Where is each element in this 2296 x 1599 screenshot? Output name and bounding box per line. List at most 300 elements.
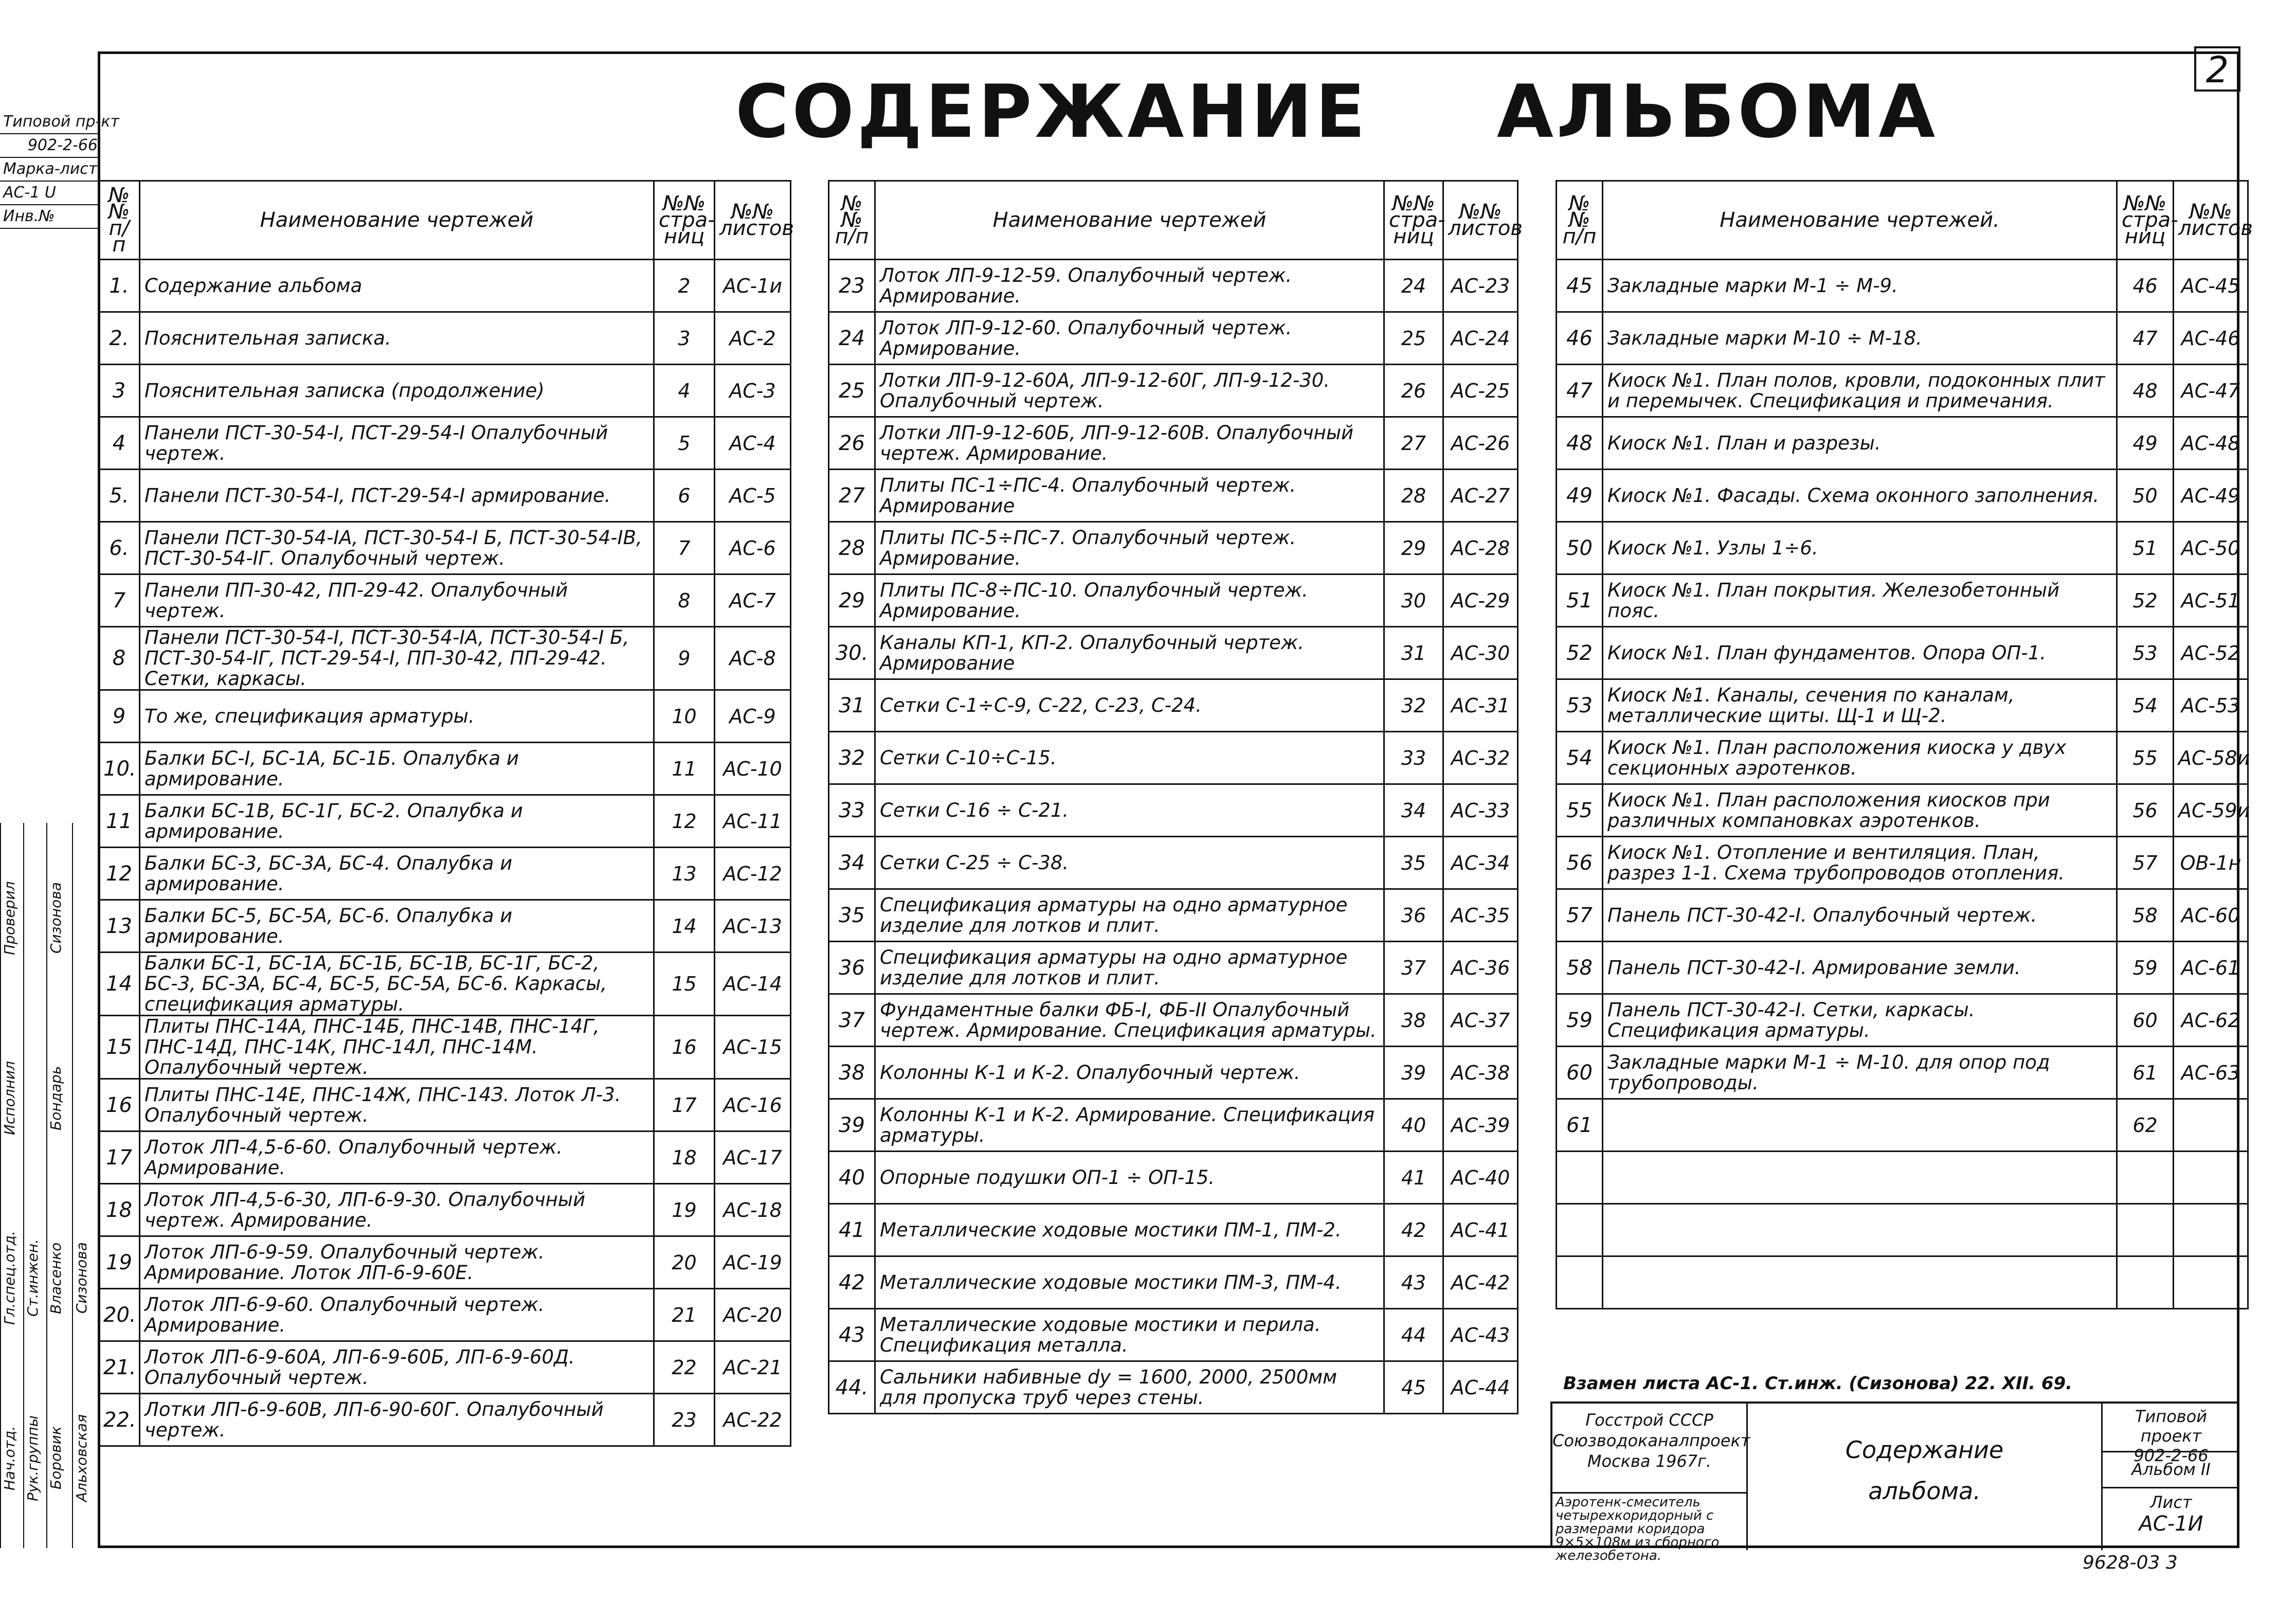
header-sheets: №№ листов [1443, 181, 1518, 260]
page-number: 27 [1384, 417, 1443, 470]
row-number [1557, 1152, 1603, 1204]
row-number: 55 [1557, 784, 1603, 837]
drawing-title: Плиты ПНС-14Е, ПНС-14Ж, ПНС-14З. Лоток Л-3. Опалубочный чертеж. [140, 1079, 654, 1131]
table-row [829, 417, 1518, 470]
drawing-title: Панель ПСТ-30-42-I. Опалубочный чертеж. [1603, 889, 2117, 942]
drawing-title [1603, 1099, 2117, 1152]
table-row [1557, 627, 2248, 679]
title-block-description: Аэротенк-смеситель четырехкоридорный с размерами коридора 9×5×108м из сборного железобетона. [1552, 1494, 1748, 1550]
row-number: 57 [1557, 889, 1603, 942]
project-label: Типовой проект [2135, 1407, 2208, 1446]
row-number: 30. [829, 627, 875, 679]
drawing-title: Закладные марки М-1 ÷ М-10. для опор под трубопроводы. [1603, 1047, 2117, 1099]
page-number: 37 [1384, 942, 1443, 994]
sheet-code: АС-23 [1443, 260, 1518, 312]
page-number: 43 [1384, 1256, 1443, 1309]
page-number: 60 [2117, 994, 2174, 1047]
sheet-code: АС-10 [715, 743, 791, 795]
table-row [99, 1016, 791, 1079]
row-number: 41 [829, 1204, 875, 1256]
name-label: Бондарь [47, 1066, 64, 1130]
page-number: 24 [1384, 260, 1443, 312]
sheet-code: АС-3 [715, 365, 791, 417]
page-number: 26 [1384, 365, 1443, 417]
header-num: №№ п/п [829, 181, 875, 260]
page-number: 8 [654, 574, 715, 627]
sheet-cell [2103, 1488, 2239, 1548]
sheet-code: АС-14 [715, 953, 791, 1016]
row-number: 3 [99, 365, 140, 417]
table-body [829, 260, 1518, 1414]
drawing-title: Балки БС-I, БС-1А, БС-1Б. Опалубка и армирование. [140, 743, 654, 795]
page-number: 59 [2117, 942, 2174, 994]
org-line: Госстрой СССР [1585, 1410, 1713, 1430]
sheet-code: АС-44 [1443, 1361, 1518, 1414]
row-number: 43 [829, 1309, 875, 1361]
page-number: 7 [654, 522, 715, 574]
sheet-number: 2 [2194, 46, 2240, 92]
sheet-code: АС-20 [715, 1289, 791, 1341]
drawing-title: Спецификация арматуры на одно арматурное изделие для лотков и плит. [875, 942, 1384, 994]
sheet-code [2174, 1204, 2248, 1256]
sheet-code: АС-39 [1443, 1099, 1518, 1152]
header-name: Наименование чертежей. [1603, 181, 2117, 260]
page-number: 9 [654, 627, 715, 690]
table-row [829, 1152, 1518, 1204]
sheet-code: АС-22 [715, 1394, 791, 1446]
table-row [829, 679, 1518, 732]
row-number: 58 [1557, 942, 1603, 994]
sheet-code: АС-1и [715, 260, 791, 312]
page-number: 12 [654, 795, 715, 848]
page-number: 11 [654, 743, 715, 795]
album-title-word-1: СОДЕРЖАНИЕ [735, 69, 1368, 154]
page-number: 31 [1384, 627, 1443, 679]
sheet-code: АС-50 [2174, 522, 2248, 574]
drawing-title: Сетки С-25 ÷ С-38. [875, 837, 1384, 889]
sheet-code: АС-42 [1443, 1256, 1518, 1309]
page-number: 61 [2117, 1047, 2174, 1099]
side-stamp-mark-value: АС-1 U [0, 182, 98, 205]
table-row [1557, 1152, 2248, 1204]
drawing-title: Киоск №1. План расположения киоска у двух секционных аэротенков. [1603, 732, 2117, 784]
table-row [1557, 260, 2248, 312]
side-stamp-mark-label: Марка-лист [0, 158, 98, 182]
role-label: Проверил [1, 881, 18, 955]
drawing-title: Киоск №1. План покрытия. Железобетонный пояс. [1603, 574, 2117, 627]
page-number: 15 [654, 953, 715, 1016]
name-label: Власенко [47, 1242, 64, 1314]
page-number [2117, 1152, 2174, 1204]
table-row [99, 690, 791, 743]
drawing-title: Панели ПСТ-30-54-I, ПСТ-30-54-IА, ПСТ-30-54-I Б, ПСТ-30-54-IГ, ПСТ-29-54-I, ПП-30-42, ПП-29-42. Сетки, каркасы. [140, 627, 654, 690]
sheet-code: АС-25 [1443, 365, 1518, 417]
page-number: 57 [2117, 837, 2174, 889]
drawing-title: Лотки ЛП-9-12-60Б, ЛП-9-12-60В. Опалубочный чертеж. Армирование. [875, 417, 1384, 470]
page-number: 18 [654, 1131, 715, 1184]
table-row [99, 522, 791, 574]
sheet-code: АС-47 [2174, 365, 2248, 417]
page-number: 47 [2117, 312, 2174, 365]
sheet-code: АС-48 [2174, 417, 2248, 470]
table-row [1557, 417, 2248, 470]
page-number: 48 [2117, 365, 2174, 417]
sheet-value: АС-1И [2139, 1512, 2203, 1536]
table-row [1557, 1047, 2248, 1099]
row-number: 46 [1557, 312, 1603, 365]
album-cell: Альбом II [2103, 1452, 2239, 1488]
drawing-title: Лотки ЛП-6-9-60В, ЛП-6-90-60Г. Опалубочный чертеж. [140, 1394, 654, 1446]
page-number: 53 [2117, 627, 2174, 679]
drawing-title: Киоск №1. План полов, кровли, подоконных плит и перемычек. Спецификация и примечания. [1603, 365, 2117, 417]
drawing-title: Плиты ПС-1÷ПС-4. Опалубочный чертеж. Армирование [875, 470, 1384, 522]
sheet-code: АС-40 [1443, 1152, 1518, 1204]
page-number: 39 [1384, 1047, 1443, 1099]
drawing-title: Металлические ходовые мостики ПМ-3, ПМ-4. [875, 1256, 1384, 1309]
table-row [829, 1309, 1518, 1361]
row-number: 31 [829, 679, 875, 732]
drawing-title: Закладные марки М-1 ÷ М-9. [1603, 260, 2117, 312]
table-row [829, 994, 1518, 1047]
sheet-code: АС-26 [1443, 417, 1518, 470]
sheet-code: АС-63 [2174, 1047, 2248, 1099]
header-num: №№ п/п [99, 181, 140, 260]
signature-names-column [46, 823, 72, 1548]
drawing-title: Фундаментные балки ФБ-I, ФБ-II Опалубочный чертеж. Армирование. Спецификация арматуры. [875, 994, 1384, 1047]
table-header-row [99, 181, 791, 260]
page-number: 28 [1384, 470, 1443, 522]
sheet-code: АС-59и [2174, 784, 2248, 837]
page-number: 35 [1384, 837, 1443, 889]
table-row [1557, 784, 2248, 837]
project-info-cell [2103, 1404, 2239, 1465]
drawing-title: Киоск №1. Каналы, сечения по каналам, металлические щиты. Щ-1 и Щ-2. [1603, 679, 2117, 732]
drawing-title: Лоток ЛП-9-12-59. Опалубочный чертеж. Армирование. [875, 260, 1384, 312]
row-number: 38 [829, 1047, 875, 1099]
row-number: 32 [829, 732, 875, 784]
sheet-code: АС-34 [1443, 837, 1518, 889]
row-number: 1. [99, 260, 140, 312]
row-number: 4 [99, 417, 140, 470]
table-row [1557, 522, 2248, 574]
page-number: 33 [1384, 732, 1443, 784]
page-number [2117, 1256, 2174, 1309]
drawing-title: Закладные марки М-10 ÷ М-18. [1603, 312, 2117, 365]
page-number: 21 [654, 1289, 715, 1341]
table-row [99, 1131, 791, 1184]
drawing-title: Плиты ПС-8÷ПС-10. Опалубочный чертеж. Армирование. [875, 574, 1384, 627]
drawing-title: Колонны К-1 и К-2. Опалубочный чертеж. [875, 1047, 1384, 1099]
drawing-title: Лоток ЛП-4,5-6-30, ЛП-6-9-30. Опалубочный чертеж. Армирование. [140, 1184, 654, 1236]
signature-names-column-2 [72, 823, 98, 1548]
signature-strip [0, 823, 98, 1548]
table-row [829, 1204, 1518, 1256]
row-number: 60 [1557, 1047, 1603, 1099]
drawing-title: Лотки ЛП-9-12-60А, ЛП-9-12-60Г, ЛП-9-12-30. Опалубочный чертеж. [875, 365, 1384, 417]
row-number: 35 [829, 889, 875, 942]
row-number: 17 [99, 1131, 140, 1184]
signature-roles-column-2 [23, 823, 46, 1548]
drawing-title: Панели ПСТ-30-54-I, ПСТ-29-54-I Опалубочный чертеж. [140, 417, 654, 470]
row-number: 26 [829, 417, 875, 470]
page-number: 17 [654, 1079, 715, 1131]
org-line: Москва 1967г. [1587, 1451, 1712, 1471]
page-number: 56 [2117, 784, 2174, 837]
sheet-code: АС-33 [1443, 784, 1518, 837]
drawing-title: Лоток ЛП-6-9-59. Опалубочный чертеж. Армирование. Лоток ЛП-6-9-60Е. [140, 1236, 654, 1289]
header-sheets: №№ листов [2174, 181, 2248, 260]
sheet-code: АС-36 [1443, 942, 1518, 994]
table-body [1557, 260, 2248, 1309]
row-number: 34 [829, 837, 875, 889]
page-number: 34 [1384, 784, 1443, 837]
table-row [99, 417, 791, 470]
sheet-code: ОВ-1н [2174, 837, 2248, 889]
sheet-code: АС-12 [715, 848, 791, 900]
sheet-code: АС-21 [715, 1341, 791, 1394]
page-number: 55 [2117, 732, 2174, 784]
row-number: 7 [99, 574, 140, 627]
sheet-code: АС-41 [1443, 1204, 1518, 1256]
table-row [829, 1099, 1518, 1152]
sheet-code: АС-27 [1443, 470, 1518, 522]
row-number: 48 [1557, 417, 1603, 470]
sheet-code: АС-16 [715, 1079, 791, 1131]
table-row [829, 365, 1518, 417]
row-number: 39 [829, 1099, 875, 1152]
row-number: 42 [829, 1256, 875, 1309]
page-number: 41 [1384, 1152, 1443, 1204]
page-number: 14 [654, 900, 715, 953]
row-number: 51 [1557, 574, 1603, 627]
row-number: 15 [99, 1016, 140, 1079]
page-number: 45 [1384, 1361, 1443, 1414]
page-number: 5 [654, 417, 715, 470]
header-sheets: №№ листов [715, 181, 791, 260]
drawing-title: Сальники набивные dу = 1600, 2000, 2500мм для пропуска труб через стены. [875, 1361, 1384, 1414]
sheet-code: АС-62 [2174, 994, 2248, 1047]
row-number: 27 [829, 470, 875, 522]
role-label: Исполнил [1, 1061, 18, 1136]
page-number: 29 [1384, 522, 1443, 574]
sheet-code: АС-17 [715, 1131, 791, 1184]
drawing-title: Балки БС-1В, БС-1Г, БС-2. Опалубка и армирование. [140, 795, 654, 848]
row-number: 61 [1557, 1099, 1603, 1152]
role-label: Нач.отд. [1, 1426, 18, 1490]
table-row [99, 1394, 791, 1446]
row-number: 45 [1557, 260, 1603, 312]
drawing-title: Киоск №1. План расположения киосков при различных компановках аэротенков. [1603, 784, 2117, 837]
sheet-code: АС-18 [715, 1184, 791, 1236]
row-number: 11 [99, 795, 140, 848]
table-header-row [1557, 181, 2248, 260]
table-row [99, 574, 791, 627]
page-number [2117, 1204, 2174, 1256]
row-number: 59 [1557, 994, 1603, 1047]
sheet-code: АС-29 [1443, 574, 1518, 627]
drawing-title: Сетки С-10÷С-15. [875, 732, 1384, 784]
table-row [829, 1361, 1518, 1414]
table-row [829, 470, 1518, 522]
sheet-code: АС-43 [1443, 1309, 1518, 1361]
sheet-code: АС-4 [715, 417, 791, 470]
row-number: 44. [829, 1361, 875, 1414]
drawing-title [1603, 1152, 2117, 1204]
side-stamp-project-label: Типовой пр-кт [0, 111, 98, 134]
drawing-title: Панели ПСТ-30-54-I, ПСТ-29-54-I армирование. [140, 470, 654, 522]
drawing-title: Опорные подушки ОП-1 ÷ ОП-15. [875, 1152, 1384, 1204]
page-number: 10 [654, 690, 715, 743]
table-row [1557, 470, 2248, 522]
contents-table-2 [828, 180, 1523, 1414]
sheet-code [2174, 1256, 2248, 1309]
sheet-code: АС-49 [2174, 470, 2248, 522]
page-number: 40 [1384, 1099, 1443, 1152]
sheet-code: АС-28 [1443, 522, 1518, 574]
header-pages: №№ стра-ниц [654, 181, 715, 260]
table-row [99, 900, 791, 953]
sheet-code: АС-46 [2174, 312, 2248, 365]
table-row [829, 837, 1518, 889]
table-row [1557, 732, 2248, 784]
row-number: 22. [99, 1394, 140, 1446]
page-number: 49 [2117, 417, 2174, 470]
table-row [99, 795, 791, 848]
sheet-code: АС-11 [715, 795, 791, 848]
table-row [99, 1289, 791, 1341]
drawing-title: Плиты ПС-5÷ПС-7. Опалубочный чертеж. Армирование. [875, 522, 1384, 574]
drawing-title: Киоск №1. План фундаментов. Опора ОП-1. [1603, 627, 2117, 679]
sheet-code: АС-38 [1443, 1047, 1518, 1099]
drawing-title: То же, спецификация арматуры. [140, 690, 654, 743]
sheet-label: Лист [2150, 1493, 2192, 1512]
title-block-organization [1552, 1404, 1748, 1494]
side-stamp-project-code: 902-2-66 [0, 134, 98, 158]
sheet-code: АС-30 [1443, 627, 1518, 679]
table-row [829, 1047, 1518, 1099]
side-stamp-inv-label: Инв.№ [0, 205, 98, 229]
row-number [1557, 1204, 1603, 1256]
table-row [829, 889, 1518, 942]
replacement-note: Взамен листа АС-1. Ст.инж. (Сизонова) 22. XII. 69. [1563, 1373, 2073, 1394]
table-row [1557, 1256, 2248, 1309]
table-row [99, 1079, 791, 1131]
row-number: 21. [99, 1341, 140, 1394]
role-label: Рук.группы [24, 1415, 41, 1501]
sheet-code: АС-8 [715, 627, 791, 690]
sheet-code: АС-32 [1443, 732, 1518, 784]
table-row [829, 260, 1518, 312]
drawing-name-line: Содержание [1845, 1436, 2004, 1464]
table-row [829, 312, 1518, 365]
drawing-title: Балки БС-1, БС-1А, БС-1Б, БС-1В, БС-1Г, БС-2, БС-3, БС-3А, БС-4, БС-5, БС-5А, БС-6. Каркасы, спецификация арматуры. [140, 953, 654, 1016]
page-number: 42 [1384, 1204, 1443, 1256]
row-number: 9 [99, 690, 140, 743]
page-number: 3 [654, 312, 715, 365]
row-number: 53 [1557, 679, 1603, 732]
sheet-code: АС-53 [2174, 679, 2248, 732]
footer-code: 9628-03 3 [2083, 1552, 2178, 1573]
table-row [99, 848, 791, 900]
row-number: 25 [829, 365, 875, 417]
drawing-title: Содержание альбома [140, 260, 654, 312]
drawing-title: Сетки С-1÷С-9, С-22, С-23, С-24. [875, 679, 1384, 732]
drawing-title: Киоск №1. Фасады. Схема оконного заполнения. [1603, 470, 2117, 522]
table-row [1557, 679, 2248, 732]
role-label: Ст.инжен. [24, 1239, 41, 1317]
row-number: 5. [99, 470, 140, 522]
table-row [99, 1184, 791, 1236]
drawing-title: Пояснительная записка. [140, 312, 654, 365]
drawing-title: Киоск №1. Отопление и вентиляция. План, разрез 1-1. Схема трубопроводов отопления. [1603, 837, 2117, 889]
drawing-title: Лоток ЛП-6-9-60. Опалубочный чертеж. Армирование. [140, 1289, 654, 1341]
contents-table-1 [98, 180, 794, 1447]
row-number: 49 [1557, 470, 1603, 522]
drawing-title: Плиты ПНС-14А, ПНС-14Б, ПНС-14В, ПНС-14Г, ПНС-14Д, ПНС-14К, ПНС-14Л, ПНС-14М. Опалубочный чертеж. [140, 1016, 654, 1079]
name-label: Сизонова [73, 1242, 90, 1314]
row-number: 33 [829, 784, 875, 837]
sheet-code: АС-6 [715, 522, 791, 574]
drawing-title: Металлические ходовые мостики ПМ-1, ПМ-2. [875, 1204, 1384, 1256]
sheet-code: АС-2 [715, 312, 791, 365]
page-number: 30 [1384, 574, 1443, 627]
row-number [1557, 1256, 1603, 1309]
row-number: 50 [1557, 522, 1603, 574]
row-number: 56 [1557, 837, 1603, 889]
table-row [99, 470, 791, 522]
sheet-code: АС-52 [2174, 627, 2248, 679]
sheet-code: АС-60 [2174, 889, 2248, 942]
table-row [99, 1341, 791, 1394]
name-label: Сизонова [47, 882, 64, 954]
page-number: 54 [2117, 679, 2174, 732]
page-number: 32 [1384, 679, 1443, 732]
page-number: 2 [654, 260, 715, 312]
sheet-code: АС-61 [2174, 942, 2248, 994]
name-label: Боровик [47, 1426, 64, 1490]
drawing-title: Спецификация арматуры на одно арматурное изделие для лотков и плит. [875, 889, 1384, 942]
table-row [1557, 889, 2248, 942]
table-row [829, 522, 1518, 574]
table-body [99, 260, 791, 1446]
row-number: 36 [829, 942, 875, 994]
page-number: 19 [654, 1184, 715, 1236]
sheet-code: АС-9 [715, 690, 791, 743]
table-row [99, 260, 791, 312]
table-row [1557, 942, 2248, 994]
row-number: 8 [99, 627, 140, 690]
header-pages: №№ стра-ниц [1384, 181, 1443, 260]
table-row [99, 365, 791, 417]
page-number: 58 [2117, 889, 2174, 942]
table-row [99, 1236, 791, 1289]
signature-roles-column [0, 823, 23, 1548]
header-name: Наименование чертежей [875, 181, 1384, 260]
page-number: 38 [1384, 994, 1443, 1047]
album-title [735, 69, 1938, 154]
row-number: 29 [829, 574, 875, 627]
title-block-project-info [2103, 1404, 2239, 1550]
drawing-title: Киоск №1. План и разрезы. [1603, 417, 2117, 470]
drawing-title: Сетки С-16 ÷ С-21. [875, 784, 1384, 837]
row-number: 10. [99, 743, 140, 795]
page-number: 20 [654, 1236, 715, 1289]
drawing-title [1603, 1204, 2117, 1256]
row-number: 16 [99, 1079, 140, 1131]
table-row [1557, 1099, 2248, 1152]
drawing-title: Панель ПСТ-30-42-I. Армирование земли. [1603, 942, 2117, 994]
sheet-code: АС-15 [715, 1016, 791, 1079]
